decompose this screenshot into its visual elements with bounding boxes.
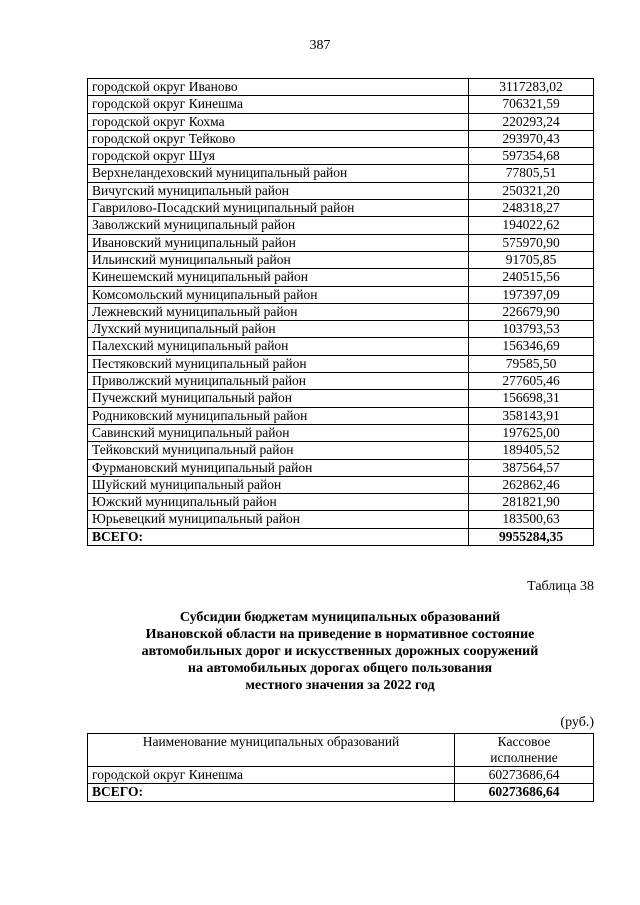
table-title bbox=[60, 609, 620, 694]
title-line: автомобильных дорог и искусственных дорожных сооружений bbox=[141, 644, 539, 659]
amount-cell: 156698,31 bbox=[469, 390, 594, 407]
municipality-name-cell: Приволжский муниципальный район bbox=[88, 373, 469, 390]
table-row bbox=[88, 130, 594, 147]
table-label: Таблица 38 bbox=[527, 579, 594, 594]
amount-cell: 197397,09 bbox=[469, 286, 594, 303]
amount-cell: 277605,46 bbox=[469, 373, 594, 390]
total-row bbox=[88, 784, 594, 801]
municipality-name-cell: Пучежский муниципальный район bbox=[88, 390, 469, 407]
table-row bbox=[88, 767, 594, 784]
table-row bbox=[88, 407, 594, 424]
municipality-name-cell: Фурмановский муниципальный район bbox=[88, 459, 469, 476]
table-row bbox=[88, 182, 594, 199]
total-row bbox=[88, 528, 594, 545]
municipality-name-cell: Комсомольский муниципальный район bbox=[88, 286, 469, 303]
table-row bbox=[88, 79, 594, 96]
amount-cell: 240515,56 bbox=[469, 269, 594, 286]
table-body bbox=[88, 79, 594, 546]
table-row bbox=[88, 113, 594, 130]
municipality-name-cell: Палехский муниципальный район bbox=[88, 338, 469, 355]
amount-cell: 189405,52 bbox=[469, 442, 594, 459]
municipality-name-cell: Южский муниципальный район bbox=[88, 494, 469, 511]
table-row bbox=[88, 442, 594, 459]
table-row bbox=[88, 321, 594, 338]
amount-cell: 281821,90 bbox=[469, 494, 594, 511]
municipality-name-cell: Заволжский муниципальный район bbox=[88, 217, 469, 234]
title-line: Субсидии бюджетам муниципальных образований bbox=[179, 610, 501, 625]
municipality-name-cell: ВСЕГО: bbox=[88, 784, 455, 801]
amount-cell: 156346,69 bbox=[469, 338, 594, 355]
road-subsidy-table bbox=[87, 733, 594, 802]
table-row bbox=[88, 165, 594, 182]
header-value-line: исполнение bbox=[490, 750, 558, 765]
page-number: 387 bbox=[309, 38, 331, 53]
table-row bbox=[88, 338, 594, 355]
subsidy-table-continued bbox=[87, 78, 594, 546]
table-row bbox=[88, 424, 594, 441]
table-row bbox=[88, 217, 594, 234]
table-row bbox=[88, 148, 594, 165]
title-line: местного значения за 2022 год bbox=[245, 678, 435, 693]
amount-cell: 60273686,64 bbox=[455, 767, 594, 784]
amount-cell: 60273686,64 bbox=[455, 784, 594, 801]
amount-cell: 250321,20 bbox=[469, 182, 594, 199]
municipality-name-cell: Ильинский муниципальный район bbox=[88, 251, 469, 268]
header-name-cell: Наименование муниципальных образований bbox=[88, 734, 455, 767]
amount-cell: 262862,46 bbox=[469, 476, 594, 493]
municipality-name-cell: городской округ Кинешма bbox=[88, 767, 455, 784]
amount-cell: 77805,51 bbox=[469, 165, 594, 182]
municipality-name-cell: Гаврилово-Посадский муниципальный район bbox=[88, 200, 469, 217]
municipality-name-cell: городской округ Кинешма bbox=[88, 96, 469, 113]
table-row bbox=[88, 459, 594, 476]
table-row bbox=[88, 200, 594, 217]
municipality-name-cell: Кинешемский муниципальный район bbox=[88, 269, 469, 286]
municipality-name-cell: Савинский муниципальный район bbox=[88, 424, 469, 441]
title-line: на автомобильных дорогах общего пользования bbox=[187, 661, 493, 676]
table-row bbox=[88, 303, 594, 320]
table-row bbox=[88, 286, 594, 303]
table-row bbox=[88, 234, 594, 251]
table-row bbox=[88, 251, 594, 268]
amount-cell: 91705,85 bbox=[469, 251, 594, 268]
title-line: Ивановской области на приведение в нормативное состояние bbox=[145, 627, 535, 642]
municipality-name-cell: Юрьевецкий муниципальный район bbox=[88, 511, 469, 528]
municipality-name-cell: Ивановский муниципальный район bbox=[88, 234, 469, 251]
municipality-name-cell: городской округ Кохма bbox=[88, 113, 469, 130]
table-row bbox=[88, 476, 594, 493]
table-row bbox=[88, 494, 594, 511]
amount-cell: 706321,59 bbox=[469, 96, 594, 113]
municipality-name-cell: городской округ Иваново bbox=[88, 79, 469, 96]
table-row bbox=[88, 390, 594, 407]
amount-cell: 103793,53 bbox=[469, 321, 594, 338]
amount-cell: 3117283,02 bbox=[469, 79, 594, 96]
amount-cell: 197625,00 bbox=[469, 424, 594, 441]
header-value-line: Кассовое bbox=[497, 734, 551, 749]
table-row bbox=[88, 373, 594, 390]
amount-cell: 226679,90 bbox=[469, 303, 594, 320]
table-row bbox=[88, 511, 594, 528]
amount-cell: 293970,43 bbox=[469, 130, 594, 147]
municipality-name-cell: Лухский муниципальный район bbox=[88, 321, 469, 338]
amount-cell: 9955284,35 bbox=[469, 528, 594, 545]
municipality-name-cell: городской округ Тейково bbox=[88, 130, 469, 147]
amount-cell: 194022,62 bbox=[469, 217, 594, 234]
amount-cell: 248318,27 bbox=[469, 200, 594, 217]
table-row bbox=[88, 355, 594, 372]
amount-cell: 575970,90 bbox=[469, 234, 594, 251]
header-value-cell bbox=[455, 734, 594, 767]
municipality-name-cell: Родниковский муниципальный район bbox=[88, 407, 469, 424]
municipality-name-cell: Шуйский муниципальный район bbox=[88, 476, 469, 493]
table-header-row bbox=[88, 734, 594, 767]
municipality-name-cell: Верхнеландеховский муниципальный район bbox=[88, 165, 469, 182]
municipality-name-cell: Лежневский муниципальный район bbox=[88, 303, 469, 320]
amount-cell: 79585,50 bbox=[469, 355, 594, 372]
units-label: (руб.) bbox=[560, 715, 594, 730]
municipality-name-cell: Вичугский муниципальный район bbox=[88, 182, 469, 199]
municipality-name-cell: Тейковский муниципальный район bbox=[88, 442, 469, 459]
municipality-name-cell: ВСЕГО: bbox=[88, 528, 469, 545]
amount-cell: 597354,68 bbox=[469, 148, 594, 165]
amount-cell: 183500,63 bbox=[469, 511, 594, 528]
amount-cell: 220293,24 bbox=[469, 113, 594, 130]
table-row bbox=[88, 269, 594, 286]
table-body bbox=[88, 734, 594, 802]
municipality-name-cell: Пестяковский муниципальный район bbox=[88, 355, 469, 372]
municipality-name-cell: городской округ Шуя bbox=[88, 148, 469, 165]
amount-cell: 387564,57 bbox=[469, 459, 594, 476]
amount-cell: 358143,91 bbox=[469, 407, 594, 424]
table-row bbox=[88, 96, 594, 113]
